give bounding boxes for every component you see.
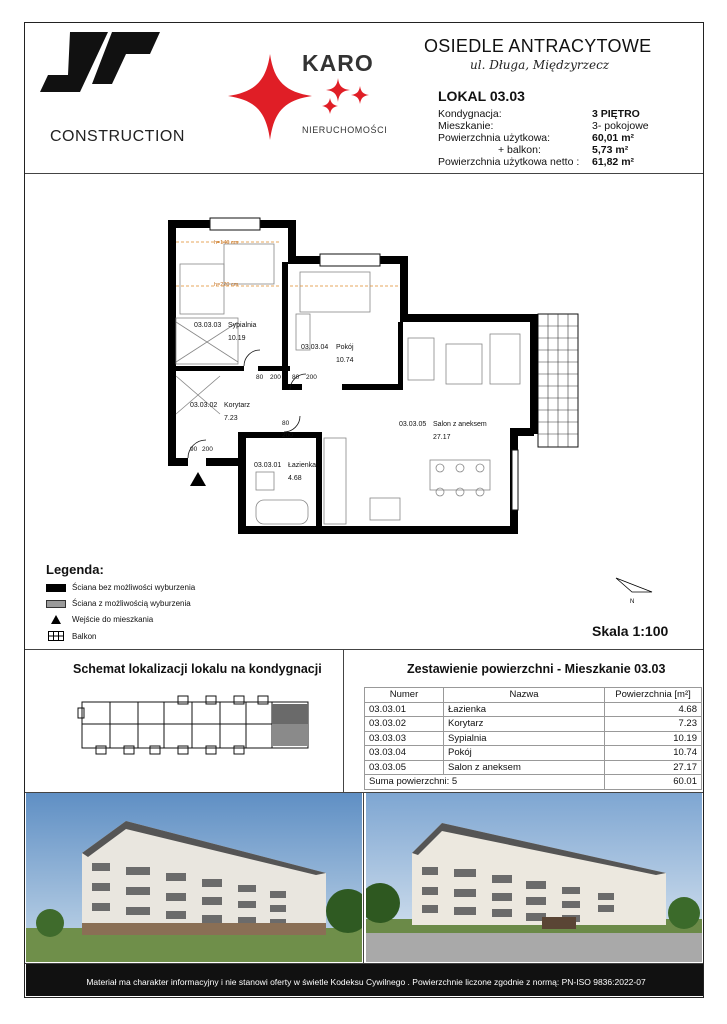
cell-name: Sypialnia xyxy=(444,731,605,746)
project-address: ul. Długa, Międzyrzecz xyxy=(470,58,610,72)
brand-right-sub: NIERUCHOMOŚCI xyxy=(302,125,388,135)
dim-label: 200 xyxy=(282,432,293,439)
cell-name: Łazienka xyxy=(444,702,605,717)
info-value: 60,01 m² xyxy=(592,132,635,144)
cell-name: Salon z aneksem xyxy=(444,760,605,775)
room-code: 03.03.03 xyxy=(194,322,222,329)
room-code: 03.03.02 xyxy=(190,402,218,409)
dim-label: 80 xyxy=(292,374,300,381)
info-label: Powierzchnia użytkowa: xyxy=(438,132,551,144)
cell-number: 03.03.02 xyxy=(365,717,444,732)
dim-label: 80 xyxy=(256,374,264,381)
room-area: 10.74 xyxy=(336,357,354,364)
column-header: Powierzchnia [m²] xyxy=(605,688,702,703)
cell-area: 4.68 xyxy=(605,702,702,717)
cell-number: 03.03.05 xyxy=(365,760,444,775)
legend-item xyxy=(46,583,195,592)
table-row xyxy=(365,746,702,761)
entry-triangle-icon xyxy=(46,615,66,624)
cell-area: 7.23 xyxy=(605,717,702,732)
info-label: + balkon: xyxy=(498,144,541,156)
legend-swatch xyxy=(46,584,66,592)
compass-icon xyxy=(612,570,656,606)
cell-number: 03.03.03 xyxy=(365,731,444,746)
dim-label: 200 xyxy=(270,374,281,381)
project-title: OSIEDLE ANTRACYTOWE xyxy=(424,36,652,56)
room-name: Pokój xyxy=(336,344,354,351)
legend-item xyxy=(46,615,153,624)
room-code: 03.03.05 xyxy=(399,421,427,428)
cell-number: 03.03.04 xyxy=(365,746,444,761)
room-name: Łazienka xyxy=(288,462,317,469)
dim-label: 80 xyxy=(282,420,290,427)
legend-swatch xyxy=(46,600,66,608)
brand-right-label: KARO xyxy=(302,50,374,76)
table-row xyxy=(365,702,702,717)
column-header: Numer xyxy=(365,688,444,703)
legend-label: Ściana bez możliwości wyburzenia xyxy=(72,583,196,592)
legend-label: Ściana z możliwością wyburzenia xyxy=(72,599,191,608)
table-header-row xyxy=(365,688,702,703)
table-row xyxy=(365,717,702,732)
room-area: 10.19 xyxy=(228,335,246,342)
scale-label: Skala 1:100 xyxy=(592,623,669,639)
legend-title: Legenda: xyxy=(46,562,104,577)
cell-name: Korytarz xyxy=(444,717,605,732)
room-area: 4.68 xyxy=(288,475,302,482)
cell-area: 27.17 xyxy=(605,760,702,775)
info-value: 3- pokojowe xyxy=(592,120,649,132)
info-label: Kondygnacja: xyxy=(438,108,502,120)
dim-label: 200 xyxy=(306,374,317,381)
jp-construction-logo xyxy=(30,30,165,105)
building-render-right xyxy=(366,793,702,962)
cell-area: 10.74 xyxy=(605,746,702,761)
divider xyxy=(343,649,344,792)
brand-left-label: CONSTRUCTION xyxy=(50,128,185,145)
room-area: 7.23 xyxy=(224,415,238,422)
room-code: 03.03.04 xyxy=(301,344,329,351)
unit-title: LOKAL 03.03 xyxy=(438,88,525,104)
legend-label: Balkon xyxy=(72,631,97,641)
total-label: Suma powierzchni: 5 xyxy=(365,775,605,790)
location-title: Schemat lokalizacji lokalu na kondygnacji xyxy=(73,662,322,676)
footer-disclaimer: Materiał ma charakter informacyjny i nie stanowi oferty w świetle Kodeksu Cywilnego . Powierzchnie liczone zgodnie z normą: PN-ISO 9836:2022-07 xyxy=(86,977,646,987)
location-schematic xyxy=(74,694,314,766)
info-value: 61,82 m² xyxy=(592,156,635,168)
info-label: Powierzchnia użytkowa netto : xyxy=(438,156,580,168)
total-value: 60.01 xyxy=(605,775,702,790)
divider xyxy=(25,649,703,650)
balcony-grid-icon xyxy=(46,631,66,641)
legend-item xyxy=(46,599,191,608)
dim-label: 90 xyxy=(190,446,198,453)
floor-plan xyxy=(160,214,600,534)
area-table xyxy=(364,687,702,790)
room-name: Salon z aneksem xyxy=(433,421,487,428)
divider xyxy=(25,173,703,174)
balcony-grid xyxy=(538,314,578,447)
svg-text:N: N xyxy=(630,599,635,605)
room-code: 03.03.01 xyxy=(254,462,282,469)
room-name: Sypialnia xyxy=(228,322,257,329)
room-area: 27.17 xyxy=(433,434,451,441)
dim-label: 200 xyxy=(202,446,213,453)
info-label: Mieszkanie: xyxy=(438,120,494,132)
table-total-row xyxy=(365,775,702,790)
dim-label: h=220 cm xyxy=(214,282,239,288)
info-value: 5,73 m² xyxy=(592,144,629,156)
legend-item xyxy=(46,631,96,641)
table-row xyxy=(365,731,702,746)
legend-label: Wejście do mieszkania xyxy=(72,615,154,624)
column-header: Nazwa xyxy=(444,688,605,703)
cell-number: 03.03.01 xyxy=(365,702,444,717)
room-name: Korytarz xyxy=(224,402,251,409)
dim-label: h=140 cm xyxy=(214,240,239,246)
building-render-left xyxy=(26,793,362,962)
summary-title: Zestawienie powierzchni - Mieszkanie 03.03 xyxy=(407,662,666,676)
table-row xyxy=(365,760,702,775)
divider xyxy=(363,792,364,963)
cell-area: 10.19 xyxy=(605,731,702,746)
info-value: 3 PIĘTRO xyxy=(592,108,640,120)
cell-name: Pokój xyxy=(444,746,605,761)
